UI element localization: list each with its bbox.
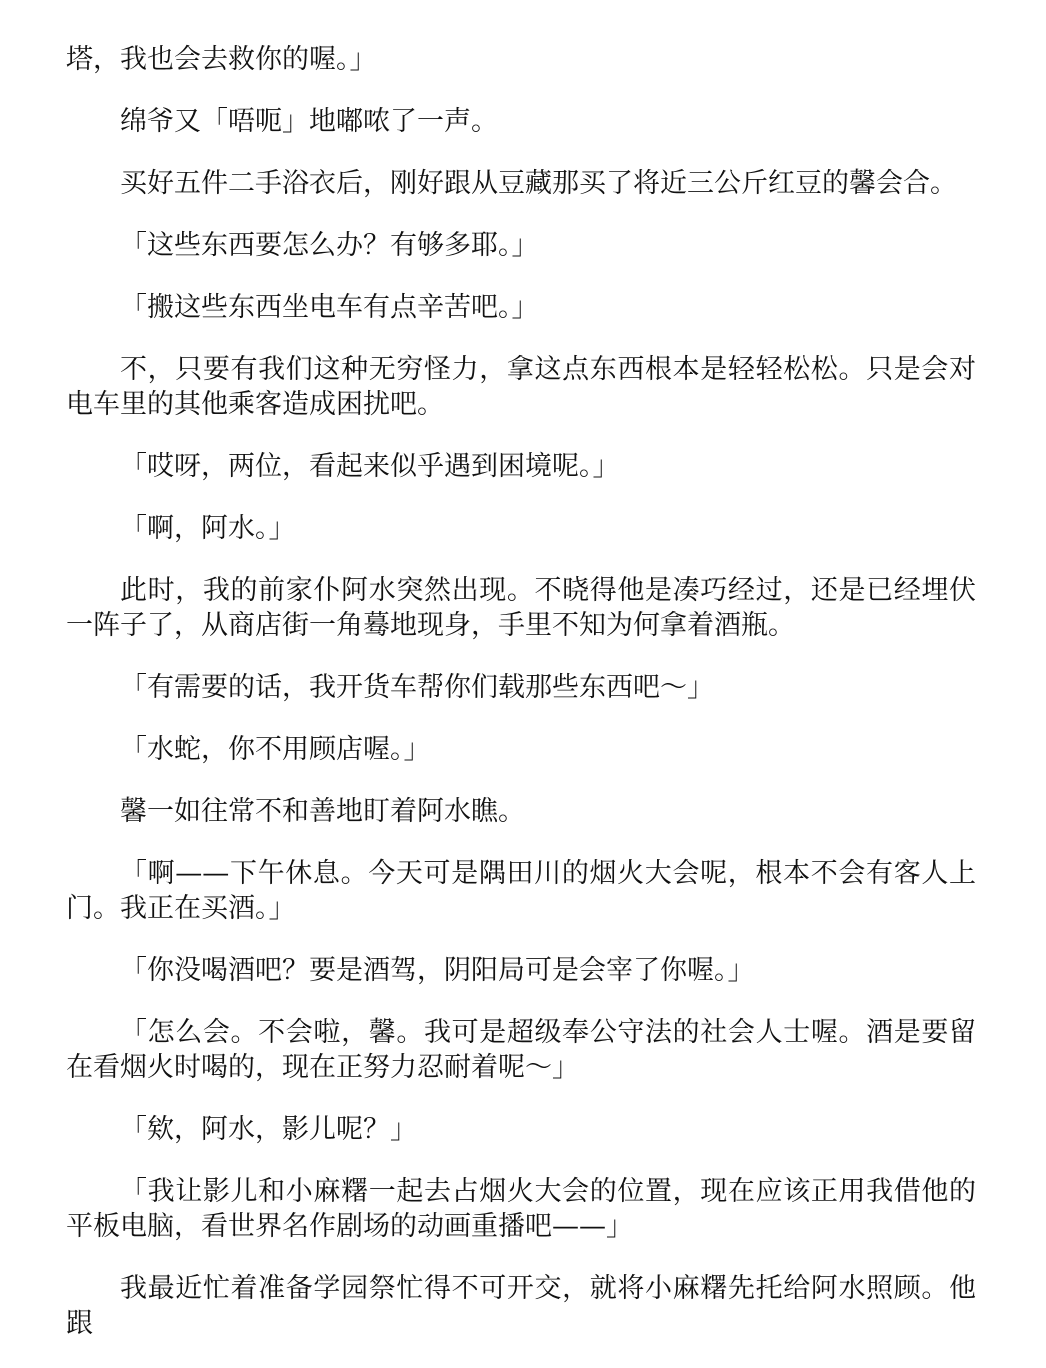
paragraph: 「这些东西要怎么办？有够多耶。」 bbox=[120, 230, 539, 261]
paragraph: 「啊，阿水。」 bbox=[120, 513, 296, 544]
paragraph: 「怎么会。不会啦，馨。我可是超级奉公守法的社会人士喔。酒是要留在看烟火时喝的，现在正努力忍耐着呢～」 bbox=[66, 1017, 976, 1083]
paragraph: 我最近忙着准备学园祭忙得不可开交，就将小麻糬先托给阿水照顾。他跟 bbox=[66, 1273, 976, 1339]
paragraph: 塔，我也会去救你的喔。」 bbox=[66, 44, 377, 75]
paragraph: 「搬这些东西坐电车有点辛苦吧。」 bbox=[120, 292, 539, 323]
paragraph: 「欸，阿水，影儿呢？」 bbox=[120, 1114, 417, 1145]
paragraph: 绵爷又「唔呃」地嘟哝了一声。 bbox=[120, 106, 498, 137]
paragraph: 「啊——下午休息。今天可是隅田川的烟火大会呢，根本不会有客人上门。我正在买酒。」 bbox=[66, 858, 976, 924]
paragraph: 「哎呀，两位，看起来似乎遇到困境呢。」 bbox=[120, 451, 620, 482]
paragraph: 买好五件二手浴衣后，刚好跟从豆藏那买了将近三公斤红豆的馨会合。 bbox=[120, 168, 957, 199]
paragraph: 不，只要有我们这种无穷怪力，拿这点东西根本是轻轻松松。只是会对电车里的其他乘客造成困扰吧。 bbox=[66, 354, 976, 420]
paragraph: 「水蛇，你不用顾店喔。」 bbox=[120, 734, 431, 765]
paragraph: 「有需要的话，我开货车帮你们载那些东西吧～」 bbox=[120, 672, 714, 703]
paragraph: 「我让影儿和小麻糬一起去占烟火大会的位置，现在应该正用我借他的平板电脑，看世界名作剧场的动画重播吧——」 bbox=[66, 1176, 976, 1242]
paragraph: 此时，我的前家仆阿水突然出现。不晓得他是凑巧经过，还是已经埋伏一阵子了，从商店街一角蓦地现身，手里不知为何拿着酒瓶。 bbox=[66, 575, 976, 641]
book-page bbox=[66, 42, 976, 1368]
paragraph: 馨一如往常不和善地盯着阿水瞧。 bbox=[120, 796, 525, 827]
paragraph: 「你没喝酒吧？要是酒驾，阴阳局可是会宰了你喔。」 bbox=[120, 955, 755, 986]
